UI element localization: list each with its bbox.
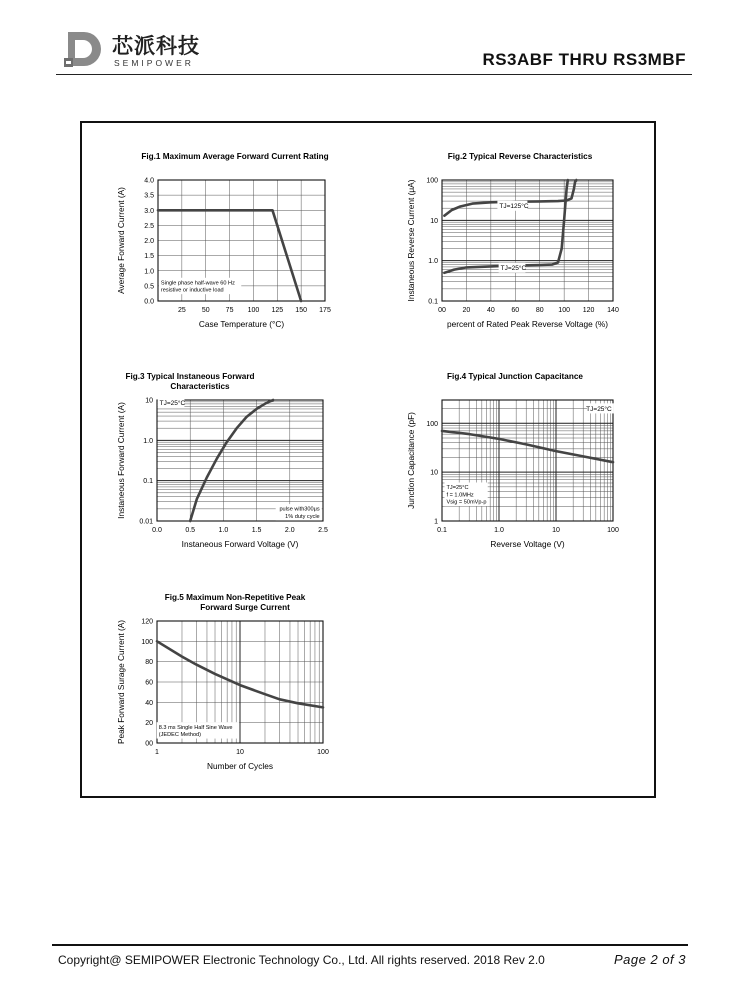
fig1-x-tick-label: 125 [271, 307, 284, 314]
fig1-title: Fig.1 Maximum Average Forward Current Rating [141, 152, 329, 161]
fig5-x-axis-label: Number of Cycles [207, 761, 273, 771]
fig4-y-axis-label: Junction Capacitance (pF) [406, 412, 416, 509]
fig2-x-tick-label: 00 [438, 307, 446, 314]
fig3-series-line [190, 400, 273, 521]
fig4-x-axis-label: Reverse Voltage (V) [490, 539, 565, 549]
fig3-y-tick-label: 0.1 [143, 478, 153, 486]
fig5-title-line: Fig.5 Maximum Non-Repetitive Peak [164, 593, 306, 602]
fig1-y-tick-label: 4.0 [144, 177, 154, 185]
fig5-y-tick-label: 00 [145, 740, 153, 748]
fig3-chart [100, 366, 350, 556]
fig4-y-tick-label: 1 [434, 518, 438, 526]
fig2-x-tick-label: 40 [486, 307, 495, 314]
fig5-y-tick-label: 100 [141, 638, 153, 646]
fig1-y-axis-label: Average Forward Current (A) [116, 187, 126, 294]
fig5-y-tick-label: 60 [145, 679, 153, 687]
fig3-y-tick-label: 10 [145, 397, 153, 405]
fig2-y-tick-label: 0.1 [428, 298, 438, 306]
fig2-y-axis-label: Instaneous Reverse Current (μA) [406, 179, 416, 302]
fig4-annotation: TJ=25°C [446, 485, 469, 492]
fig1-y-tick-label: 0.5 [144, 283, 154, 291]
fig5-y-tick-label: 80 [145, 659, 153, 667]
fig1-y-tick-label: 1.5 [144, 253, 154, 261]
fig3-x-tick-label: 1.0 [218, 527, 229, 534]
fig1-y-tick-label: 3.0 [144, 207, 154, 215]
fig4-annotation: f = 1.0MHz [446, 492, 474, 499]
fig5-title [165, 593, 306, 612]
fig2-x-tick-label: 100 [558, 307, 570, 314]
fig1-x-tick-label: 150 [295, 307, 307, 314]
fig5-annotation: (JEDEC Method) [158, 731, 202, 738]
fig1-x-tick-label: 100 [247, 307, 260, 314]
fig2-y-tick-label: 100 [426, 177, 438, 185]
fig3-y-axis-label: Instaneous Forward Current (A) [116, 402, 126, 519]
fig3-plot-frame [157, 400, 323, 521]
fig2-x-tick-label: 80 [535, 307, 544, 314]
fig3-x-tick-label: 2.0 [284, 527, 295, 534]
fig1-y-tick-label: 2.0 [144, 238, 154, 245]
fig1-y-tick-label: 0.0 [144, 298, 154, 306]
fig2-x-tick-label: 60 [511, 307, 520, 314]
fig5-y-tick-label: 120 [141, 618, 153, 626]
fig1-annotation: Single phase half-wave 60 Hz [160, 280, 235, 287]
fig5-y-axis-label: Peak Forward Surage Current (A) [116, 619, 126, 745]
fig3-x-tick-label: 0.5 [185, 527, 196, 534]
fig2-y-tick-label: 10 [430, 217, 438, 225]
fig4-x-tick-label: 0.1 [437, 527, 447, 534]
fig1-chart [100, 146, 360, 336]
fig3-annotation: 1% duty cycle [285, 513, 320, 520]
fig1-x-tick-label: 25 [177, 307, 186, 314]
fig1-y-tick-label: 1.0 [144, 268, 154, 276]
fig2-chart [400, 146, 640, 336]
fig1-x-axis-label: Case Temperature (°C) [198, 319, 285, 329]
fig2-title: Fig.2 Typical Reverse Characteristics [447, 152, 593, 161]
part-number-title: RS3ABF THRU RS3MBF [482, 50, 686, 69]
fig5-chart [100, 587, 350, 777]
fig4-x-tick-label: 100 [607, 527, 619, 534]
fig4-chart [400, 366, 640, 556]
fig3-y-tick-label: 0.01 [139, 518, 153, 526]
copyright-text: Copyright@ SEMIPOWER Electronic Technology Co., Ltd. All rights reserved. 2018 Rev 2.0 [58, 953, 545, 967]
page-number: Page 2 of 3 [614, 952, 686, 967]
fig2-x-tick-label: 140 [607, 307, 619, 314]
fig3-title-line: Characteristics [170, 382, 230, 391]
fig1-x-tick-label: 50 [201, 307, 210, 314]
fig3-x-tick-label: 0.0 [152, 527, 162, 534]
fig3-annotation: pulse with300μs [279, 506, 320, 513]
fig2-plot-frame [442, 180, 613, 301]
fig2-x-tick-label: 20 [462, 307, 471, 314]
semipower-logo-icon [62, 28, 104, 70]
fig1-y-tick-label: 2.5 [144, 222, 154, 230]
header-divider [56, 74, 692, 75]
fig2-annotation: TJ=25°C [500, 265, 527, 273]
fig3-annotation: TJ=25°C [159, 400, 186, 408]
fig5-x-tick-label: 1 [155, 749, 159, 756]
fig3-title [125, 372, 254, 391]
fig5-x-tick-label: 100 [317, 749, 329, 756]
fig3-x-tick-label: 1.5 [251, 527, 262, 534]
fig5-y-tick-label: 40 [145, 699, 153, 707]
fig4-y-tick-label: 100 [426, 420, 438, 428]
fig4-x-tick-label: 1.0 [494, 527, 504, 534]
fig3-x-tick-label: 2.5 [318, 527, 328, 534]
fig1-y-tick-label: 3.5 [144, 192, 154, 200]
fig3-y-tick-label: 1.0 [143, 437, 153, 445]
fig2-x-axis-label: percent of Rated Peak Reverse Voltage (%) [447, 319, 608, 329]
footer-divider [52, 944, 688, 946]
fig2-annotation: TJ=125°C [499, 203, 529, 211]
fig1-annotation: resistive or inductive load [160, 287, 224, 294]
fig1-x-tick-label: 175 [319, 307, 331, 314]
logo-chinese-name: 芯派科技 [112, 34, 200, 58]
fig3-x-axis-label: Instaneous Forward Voltage (V) [181, 539, 299, 549]
fig1-x-tick-label: 75 [225, 307, 234, 314]
fig5-title-line: Forward Surge Current [200, 603, 290, 612]
fig2-y-tick-label: 1.0 [428, 258, 438, 266]
fig4-title: Fig.4 Typical Junction Capacitance [447, 372, 583, 381]
fig5-y-tick-label: 20 [145, 720, 153, 728]
fig4-y-tick-label: 10 [430, 469, 438, 477]
company-logo [62, 28, 222, 74]
fig3-title-line: Fig.3 Typical Instaneous Forward [125, 372, 255, 381]
fig5-x-tick-label: 10 [236, 749, 244, 756]
fig2-x-tick-label: 120 [582, 307, 595, 314]
fig4-annotation: TJ=25°C [586, 405, 612, 413]
fig4-annotation: Vsig = 50mVp-p [446, 499, 487, 506]
fig4-x-tick-label: 10 [552, 527, 560, 534]
fig5-annotation: 8.3 ms Single Half Sine Wave [158, 724, 233, 731]
logo-english-name: SEMIPOWER [114, 58, 194, 68]
